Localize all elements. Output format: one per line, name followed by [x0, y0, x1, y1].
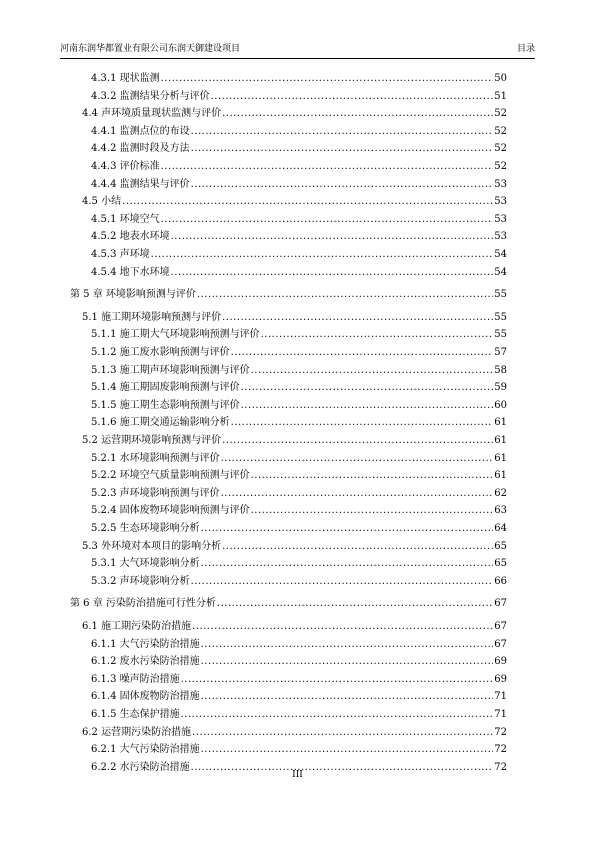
toc-entry[interactable]	[70, 706, 507, 723]
toc-dot-leader	[161, 158, 494, 175]
toc-entry-label: 5.2 运营期环境影响预测与评价	[82, 435, 222, 446]
toc-dot-leader	[191, 573, 494, 590]
toc-dot-leader	[122, 193, 493, 210]
toc-dot-leader	[201, 688, 494, 705]
toc-entry[interactable]	[70, 555, 507, 572]
toc-entry-page: 53	[494, 178, 507, 190]
toc-entry-page: 59	[494, 382, 507, 394]
toc-entry-label: 5.2.5 生态环境影响分析	[91, 523, 200, 534]
toc-entry-label: 6.1.3 噪声防治措施	[91, 673, 180, 685]
toc-entry-page: 65	[494, 558, 507, 570]
page-number: III	[292, 770, 303, 780]
toc-dot-leader	[192, 618, 493, 635]
toc-entry-label: 5.2.3 声环境影响预测与评价	[91, 487, 220, 499]
toc-entry-label: 5.1.1 施工期大气环境影响预测与评价	[91, 329, 260, 341]
toc-entry[interactable]	[70, 264, 507, 281]
toc-entry-page: 55	[494, 329, 507, 341]
toc-dot-leader	[201, 555, 494, 572]
toc-dot-leader	[161, 70, 494, 87]
toc-entry[interactable]	[70, 70, 507, 87]
toc-entry-page: 52	[494, 161, 507, 172]
toc-entry-label: 4.4.1 监测点位的布设	[91, 125, 190, 137]
toc-entry-label: 6.1.2 废水污染防治措施	[91, 656, 200, 668]
toc-entry-label: 6.2 运营期污染防治措施	[82, 726, 192, 738]
toc-entry-page: 63	[494, 505, 507, 517]
toc-dot-leader	[191, 176, 494, 193]
toc-entry-label: 第 5 章 环境影响预测与评价	[70, 289, 196, 301]
toc-entry[interactable]	[70, 636, 507, 653]
toc-entry-label: 6.1 施工期污染防治措施	[82, 621, 192, 632]
toc-entry[interactable]	[70, 671, 507, 688]
toc-dot-leader	[201, 653, 494, 670]
toc-entry[interactable]	[70, 344, 507, 361]
toc-entry-page: 62	[494, 487, 507, 499]
toc-entry-label: 5.3 外环境对本项目的影响分析	[82, 540, 222, 552]
toc-entry[interactable]	[70, 211, 507, 228]
toc-entry[interactable]	[70, 309, 507, 326]
toc-dot-leader	[222, 432, 493, 449]
toc-dot-leader	[231, 414, 494, 431]
toc-entry-label: 5.1.2 施工废水影响预测与评价	[91, 347, 230, 358]
toc-entry-label: 5.2.4 固体废物环境影响预测与评价	[91, 505, 250, 517]
toc-entry-label: 4.5.3 声环境	[91, 249, 150, 260]
toc-entry[interactable]	[70, 362, 507, 379]
toc-dot-leader	[221, 450, 494, 467]
toc-entry-label: 4.5.1 环境空气	[91, 213, 160, 225]
toc-entry-page: 57	[494, 347, 507, 358]
toc-entry-page: 71	[494, 691, 507, 703]
toc-dot-leader	[201, 636, 494, 653]
toc-entry-page: 69	[494, 656, 507, 668]
toc-entry-page: 60	[494, 399, 507, 411]
toc-entry[interactable]	[70, 140, 507, 157]
toc-entry-page: 55	[494, 311, 507, 323]
toc-entry-page: 53	[494, 196, 507, 208]
toc-dot-leader	[211, 88, 494, 105]
toc-dot-leader	[161, 211, 494, 228]
toc-entry[interactable]	[70, 741, 507, 758]
toc-entry-page: 71	[494, 709, 507, 720]
toc-entry[interactable]	[70, 432, 507, 449]
toc-entry-label: 4.4.4 监测结果与评价	[91, 178, 190, 190]
toc-entry-page: 52	[494, 108, 507, 120]
toc-entry[interactable]	[70, 618, 507, 635]
header-project-title: 河南东润华都置业有限公司东润天御建设项目	[60, 44, 241, 54]
toc-entry-label: 6.1.5 生态保护措施	[91, 709, 180, 720]
toc-entry-label: 4.4.3 评价标准	[91, 161, 160, 172]
toc-entry-page: 52	[494, 143, 507, 155]
toc-entry-page: 53	[494, 231, 507, 243]
toc-dot-leader	[222, 105, 493, 122]
toc-entry-label: 5.1.3 施工期声环境影响预测与评价	[91, 364, 250, 376]
toc-entry[interactable]	[70, 485, 507, 502]
toc-entry-page: 51	[494, 90, 507, 102]
toc-entry-label: 5.1.6 施工期交通运输影响分析	[91, 417, 230, 429]
toc-entry[interactable]	[70, 450, 507, 467]
header-divider	[60, 58, 535, 59]
toc-entry[interactable]	[70, 123, 507, 140]
toc-entry-page: 58	[494, 364, 507, 376]
toc-chapter-entry[interactable]	[70, 595, 507, 612]
toc-dot-leader	[231, 344, 494, 361]
toc-dot-leader	[191, 140, 494, 157]
toc-entry-label: 6.1.4 固体废物防治措施	[91, 691, 200, 703]
toc-dot-leader	[181, 706, 494, 723]
header-section-title: 目录	[516, 44, 535, 54]
toc-entry-label: 6.1.1 大气污染防治措施	[91, 638, 200, 650]
toc-entry[interactable]	[70, 88, 507, 105]
toc-dot-leader	[171, 228, 494, 245]
toc-entry-label: 5.2.1 水环境影响预测与评价	[91, 452, 220, 464]
toc-dot-leader	[151, 246, 494, 263]
toc-dot-leader	[217, 595, 493, 612]
toc-entry-page: 67	[494, 598, 507, 610]
toc-entry-page: 54	[494, 266, 507, 278]
toc-entry-label: 4.4 声环境质量现状监测与评价	[82, 108, 222, 120]
toc-entry-page: 52	[494, 125, 507, 137]
toc-entry-page: 61	[494, 417, 507, 429]
toc-entry-page: 69	[494, 673, 507, 685]
toc-entry-label: 4.4.2 监测时段及方法	[91, 143, 190, 155]
toc-entry[interactable]	[70, 520, 507, 537]
toc-entry[interactable]	[70, 193, 507, 210]
toc-entry-label: 5.1.5 施工期生态影响预测与评价	[91, 399, 240, 411]
toc-entry[interactable]	[70, 653, 507, 670]
toc-dot-leader	[192, 724, 493, 741]
toc-entry-label: 5.3.2 声环境影响分析	[91, 575, 190, 587]
toc-entry[interactable]	[70, 397, 507, 414]
toc-dot-leader	[251, 467, 494, 484]
toc-dot-leader	[171, 264, 494, 281]
toc-entry-label: 5.1.4 施工期固废影响预测与评价	[91, 382, 240, 394]
toc-dot-leader	[241, 379, 494, 396]
toc-entry-page: 67	[494, 621, 507, 632]
toc-entry-label: 4.3.1 现状监测	[91, 73, 160, 84]
toc-entry[interactable]	[70, 379, 507, 396]
toc-dot-leader	[251, 502, 494, 519]
toc-entry[interactable]	[70, 176, 507, 193]
toc-dot-leader	[221, 485, 494, 502]
toc-entry[interactable]	[70, 688, 507, 705]
toc-entry-label: 4.5.2 地表水环境	[91, 231, 170, 243]
toc-entry-page: 50	[494, 73, 507, 84]
toc-entry-label: 4.5.4 地下水环境	[91, 266, 170, 278]
toc-entry-page: 61	[494, 470, 507, 482]
toc-entry-label: 5.3.1 大气环境影响分析	[91, 558, 200, 570]
toc-entry[interactable]	[70, 158, 507, 175]
toc-entry[interactable]	[70, 414, 507, 431]
toc-entry-label: 5.1 施工期环境影响预测与评价	[82, 311, 222, 323]
toc-entry-page: 72	[494, 726, 507, 738]
toc-entry-label: 第 6 章 污染防治措施可行性分析	[70, 598, 216, 610]
toc-dot-leader	[251, 362, 494, 379]
toc-entry-page: 67	[494, 638, 507, 650]
toc-entry[interactable]	[70, 467, 507, 484]
toc-entry-label: 4.5 小结	[82, 196, 122, 208]
toc-entry-page: 54	[494, 249, 507, 260]
toc-entry-page: 66	[494, 575, 507, 587]
toc-dot-leader	[197, 286, 493, 303]
toc-entry-page: 65	[494, 540, 507, 552]
toc-chapter-entry[interactable]	[70, 286, 507, 303]
toc-entry-page: 72	[494, 761, 507, 773]
toc-entry-page: 61	[494, 452, 507, 464]
toc-entry-page: 55	[494, 289, 507, 301]
toc-entry-label: 4.3.2 监测结果分析与评价	[91, 90, 210, 102]
toc-entry-page: 61	[494, 435, 507, 446]
toc-entry-label: 5.2.2 环境空气质量影响预测与评价	[91, 470, 250, 482]
toc-dot-leader	[191, 123, 494, 140]
toc-dot-leader	[201, 520, 494, 537]
toc-entry[interactable]	[70, 573, 507, 590]
toc-dot-leader	[222, 309, 493, 326]
toc-entry-label: 6.2.1 大气污染防治措施	[91, 744, 200, 756]
toc-entry[interactable]	[70, 724, 507, 741]
toc-dot-leader	[261, 326, 494, 343]
toc-entry-label: 6.2.2 水污染防治措施	[91, 761, 190, 773]
toc-entry[interactable]	[70, 246, 507, 263]
toc-entry[interactable]	[70, 502, 507, 519]
toc-dot-leader	[222, 538, 493, 555]
toc-entry-page: 53	[494, 213, 507, 225]
toc-entry-page: 72	[494, 744, 507, 756]
toc-dot-leader	[181, 671, 494, 688]
toc-entry[interactable]	[70, 105, 507, 122]
toc-entry[interactable]	[70, 538, 507, 555]
toc-entry[interactable]	[70, 326, 507, 343]
toc-dot-leader	[241, 397, 494, 414]
toc-entry-page: 64	[494, 523, 507, 534]
page-header	[60, 40, 535, 58]
toc-entry[interactable]	[70, 228, 507, 245]
toc-dot-leader	[201, 741, 494, 758]
